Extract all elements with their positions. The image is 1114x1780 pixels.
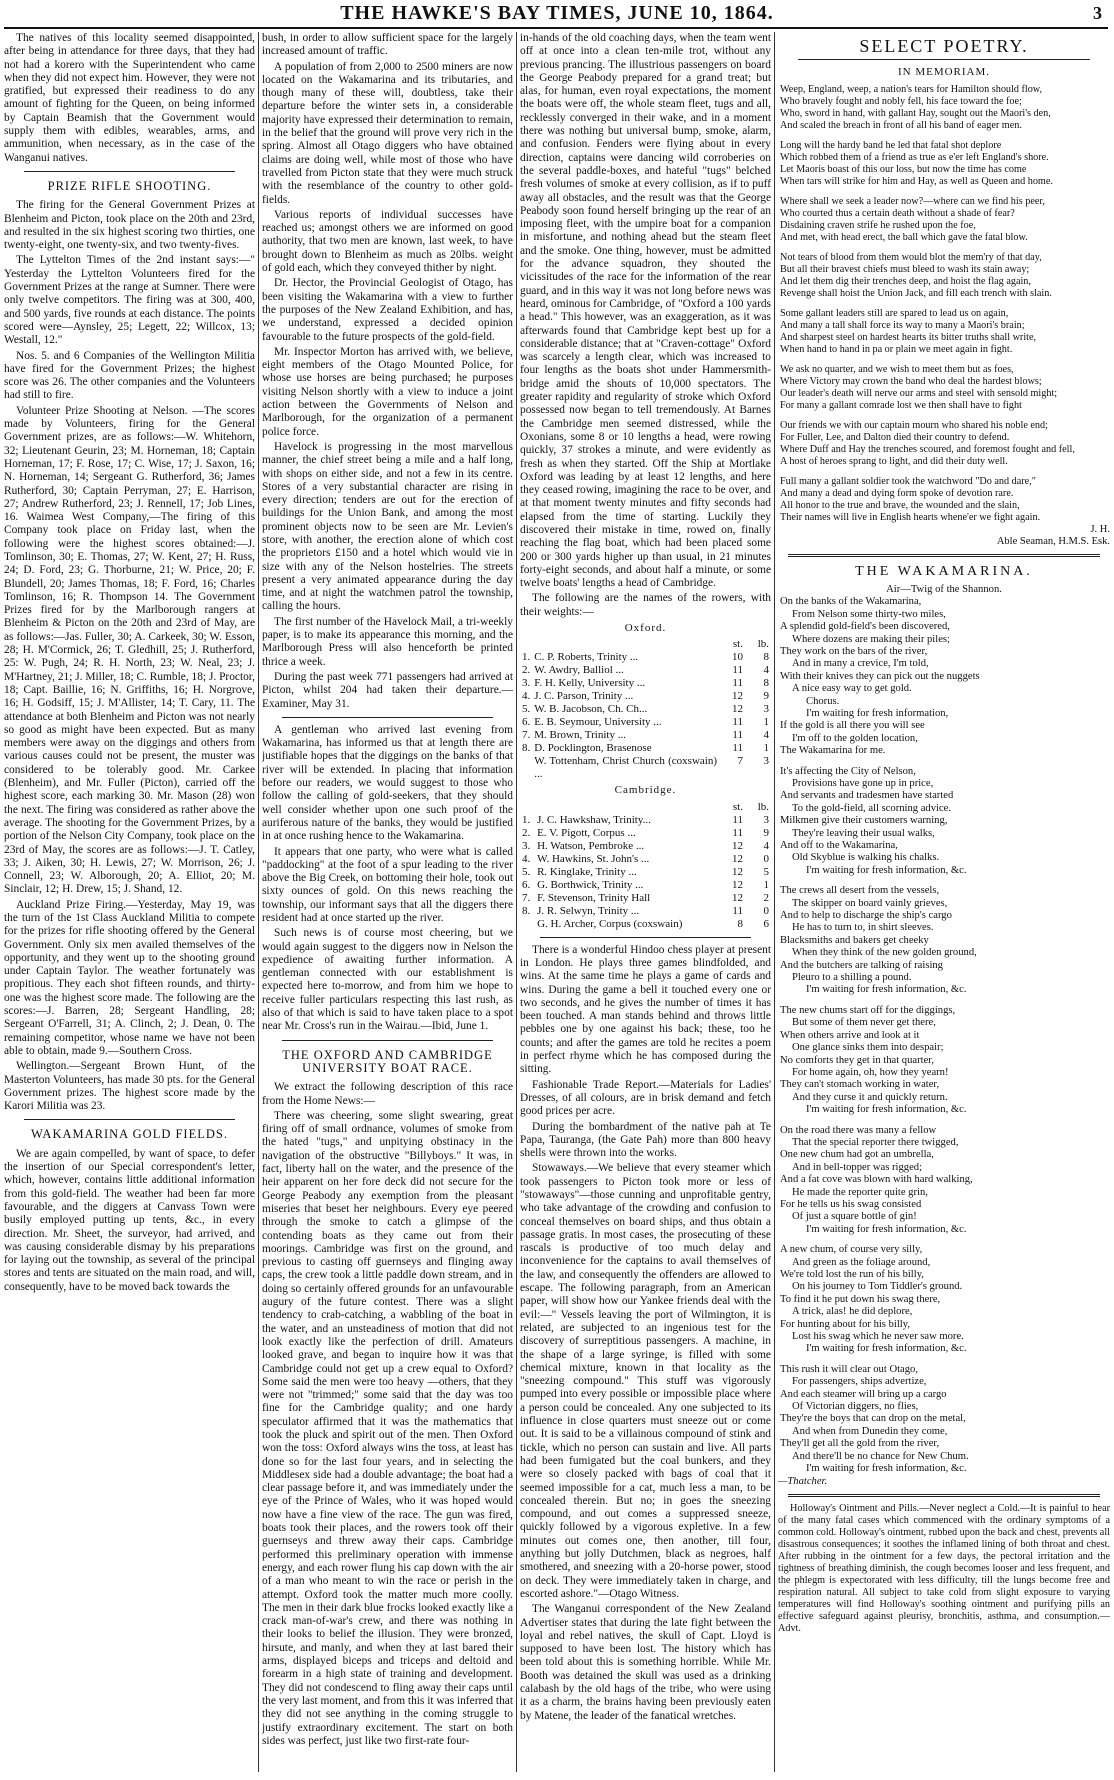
poem-line: I'm waiting for fresh information, &c.: [806, 1343, 967, 1355]
poem-line: [778, 188, 1110, 196]
section-heading-boat-race: THE OXFORD AND CAMBRIDGE UNIVERSITY BOAT RACE.: [282, 1047, 493, 1075]
memoriam-poem: [778, 84, 1110, 524]
poem-line: The Wakamarina for me.: [780, 745, 886, 757]
poem-line: But some of them never get there,: [792, 1017, 936, 1029]
article-paragraph: Wellington.—Sergeant Brown Hunt, of the Masterton Volunteers, has made 30 pts. for the General Government prizes. The highest score made by the Karori Militia was 23.: [4, 1060, 255, 1113]
poem-line: It's affecting the City of Nelson,: [780, 765, 916, 777]
poem-line: Who bravely fought and nobly fell, his face toward the foe;: [780, 95, 1022, 107]
poem-line: Pleuro to a shilling a pound.: [792, 972, 912, 984]
article-paragraph: During the past week 771 passengers had arrived at Picton, whilst 204 had taken their departure.—Examiner, May 31.: [262, 670, 513, 710]
rower-pounds: 1: [763, 878, 769, 891]
stone-header: st.: [732, 800, 743, 813]
rower-stone: 7: [737, 755, 743, 768]
rower-pounds: 2: [763, 891, 769, 904]
rower-name: G. H. Archer, Corpus (coxswain): [537, 917, 683, 930]
poem-line: Where dozens are making their piles;: [792, 633, 950, 645]
poem-line: They'll get all the gold from the river,: [780, 1438, 940, 1450]
poem-line: Where shall we seek a leader now?—where can we find his peer,: [780, 195, 1045, 207]
rower-stone: 11: [732, 826, 743, 839]
poem-line: The new chums start off for the diggings,: [780, 1004, 956, 1016]
article-paragraph: The firing for the General Government Prizes at Blenheim and Picton, took place on the 20th and 23rd, and resulted in the six highest scoring two thirties, one twenty-eight, one twenty-six, and two twenty-fives.: [4, 199, 255, 252]
rower-pounds: 3: [763, 813, 769, 826]
wakamarina-poem: [778, 596, 1110, 1475]
poem-line: And to help to discharge the ship's cargo: [780, 910, 952, 922]
rower-number: 4.: [522, 852, 531, 865]
rower-pounds: 1: [763, 742, 769, 755]
column-3: [520, 32, 771, 1776]
poem-line: We ask no quarter, and we wish to meet them but as foes,: [780, 363, 1014, 375]
table-row: [520, 729, 771, 742]
poem-line: Of Victorian diggers, no flies,: [792, 1401, 919, 1413]
wakamarina-heading: THE WAKAMARINA.: [855, 563, 1033, 579]
article-paragraph: The natives of this locality seemed disappointed, after being in attendance for three days, that they had not had a korero with the Superintendent who came when they did not expect him. However, they were not gratified, but expressed their readiness to do any amount of fighting for the Queen, on being informed by Captain Beamish that the Government would supply them with edibles, wearables, arms, and ammunition, when necessary, as in the case of the Wanganui natives.: [4, 32, 255, 164]
poem-line: On the road there was many a fellow: [780, 1124, 937, 1136]
table-row: [520, 716, 771, 729]
poem-line: Revenge shall hoist the Union Jack, and fill each trench with slain.: [780, 287, 1052, 299]
poem-line: Who courted thus a certain death without a shade of fear?: [780, 207, 1015, 219]
poem-line: [778, 1117, 1110, 1125]
rower-number: 6.: [522, 716, 531, 729]
memoriam-heading: IN MEMORIAM.: [897, 66, 991, 79]
poem-line: They're leaving their usual walks,: [792, 827, 935, 839]
poem-line: And servants and tradesmen have started: [780, 790, 954, 802]
poem-line: To the gold-field, all scorning advice.: [792, 802, 951, 814]
poem-line: And in bell-topper was rigged;: [792, 1161, 923, 1173]
poem-line: And met, with head erect, the ball which gave the fatal blow.: [780, 231, 1028, 243]
section-rule: [282, 1040, 493, 1041]
rower-name: J. C. Hawkshaw, Trinity...: [537, 813, 651, 826]
poem-line: I'm waiting for fresh information, &c.: [806, 1463, 967, 1475]
poem-line: [778, 132, 1110, 140]
rower-stone: 11: [732, 677, 743, 690]
rower-pounds: 3: [763, 703, 769, 716]
poem-line: And a fat cove was blown with hard walking,: [780, 1174, 973, 1186]
rower-stone: 11: [732, 664, 743, 677]
rower-pounds: 6: [763, 917, 769, 930]
poem-line: I'm off to the golden location,: [792, 732, 918, 744]
rower-number: 2.: [522, 826, 531, 839]
poem-line: [778, 997, 1110, 1005]
article-paragraph: bush, in order to allow sufficient space for the largely increased amount of traffic.: [262, 32, 513, 58]
poem-line: They're the boys that can drop on the metal,: [780, 1413, 966, 1425]
rower-number: 6.: [522, 878, 531, 891]
pound-header: lb.: [757, 638, 769, 651]
rower-stone: 11: [732, 716, 743, 729]
poem-line: Lost his swag which he never saw more.: [792, 1331, 964, 1343]
poem-line: When hand to hand in pa or plain we meet again in fight.: [780, 343, 1013, 355]
rower-pounds: 5: [763, 865, 769, 878]
poem-signature: —Thatcher.: [778, 1475, 828, 1487]
poem-line: From Nelson some thirty-two miles,: [792, 608, 946, 620]
rower-name: D. Pocklington, Brasenose: [534, 742, 652, 755]
poem-line: We're told lost the run of his billy,: [780, 1269, 924, 1281]
poem-line: And each steamer will bring up a cargo: [780, 1388, 947, 1400]
rower-name: E. V. Pigott, Corpus ...: [537, 826, 636, 839]
poem-line: The skipper on board vainly grieves,: [792, 897, 948, 909]
rower-number: 7.: [522, 729, 531, 742]
table-row: [520, 905, 771, 918]
article-paragraph: The following are the names of the rowers, with their weights:—: [520, 592, 771, 618]
rower-stone: 8: [737, 917, 743, 930]
article-paragraph: We extract the following description of this race from the Home News:—: [262, 1081, 513, 1107]
poetry-heading: SELECT POETRY.: [859, 36, 1029, 56]
poem-line: And the butchers are talking of raising: [780, 959, 943, 971]
rower-name: W. Tottenham, Christ Church (coxswain) ...: [534, 755, 717, 781]
poem-line: And there'll be no chance for New Chum.: [792, 1450, 969, 1462]
poem-line: They work on the bars of the river,: [780, 645, 928, 657]
table-row: [520, 677, 771, 690]
article-paragraph: Dr. Hector, the Provincial Geologist of Otago, has been visiting the Wakamarina with a view to further the purposes of the New Zealand Exhibition, and has, we understand, expressed a decided opinion favourable to the future prospects of the gold-field.: [262, 277, 513, 343]
article-paragraph: Mr. Inspector Morton has arrived with, we believe, eight members of the Otago Mounted Police, for whose use horses are being purchased; he purposes visiting Nelson shortly with a view to induce a joint action between the Governments of Nelson and Marlborough, for the organization of a permanent police force.: [262, 345, 513, 438]
poem-line: [778, 356, 1110, 364]
rower-number: 8.: [522, 742, 531, 755]
rower-number: 5.: [522, 865, 531, 878]
poem-line: And green as the foliage around,: [792, 1256, 931, 1268]
poem-line: A trick, alas! he did deplore,: [792, 1306, 913, 1318]
poem-line: No comforts they get in that quarter,: [780, 1054, 935, 1066]
poem-line: Milkmen give their customers warning,: [780, 815, 948, 827]
rower-number: [520, 755, 532, 781]
section-rule: [798, 59, 1090, 60]
section-rule: [788, 554, 1100, 557]
rower-number: 3.: [522, 677, 531, 690]
article-paragraph: A gentleman who arrived last evening from Wakamarina, has informed us that at length there are justifiable hopes that the diggings on the banks of that river will be extended. In placing that information before our readers, we would suggest to those who follow the calling of gold-seekers, that they should well consider whether upon one such proof of the auriferous nature of the banks, they would be justified in at once rushing hence to the Wakamarina.: [262, 723, 513, 843]
table-row: [520, 742, 771, 755]
article-paragraph: in-hands of the old coaching days, when the team went off at once into a clean ten-mile trot, without any previous prancing. The illustrious passengers on board the George Peabody prepared for a grand treat; but alas, for human, even royal expectations, the moment the boats were off, the whole steam fleet, tugs and all, recklessly converged in their wake, and in a moment there was nothing but universal bump, smoke, alarm, and confusion. Fenders were flying about in every direction, captains were dancing wild corroberies on the several paddle-boxes, and hateful "tugs" belched fresh volumes of smoke at every collision, as if to puff away all obstacles, and the result was that the George Peabody soon found herself bringing up the rear of an imposing fleet, with the umpire boat for a companion in misfortune, and nothing ahead but the steam fleet and the smoke. One thing, however, must be admitted for the advance squadron, they shouted the vicissitudes of the race for the information of the rear guard, and in this way it was not long before news was heard, ominous for Cambridge, of "Oxford a 100 yards a head." This however, was an exaggeration, as it was afterwards found that Cambridge kept best up for a considerable distance; that at "Craven-cottage" Oxford was scarcely a length clear, which was increased to four lengths as the boats shot under Hammersmith-bridge amid the shouts of 10,000 spectators. The greater rapidity and regularity of stroke which Oxford possessed now began to tell tremendously. At Barnes the Cambridge men seemed distressed, while the Oxonians, some 8 or 10 lengths a head, were rowing quickly, 37 strokes a minute, and were evidently as fresh as when they started. Off the Ship at Mortlake Oxford was leading by at least 12 lengths, and here they ceased rowing, imagining the race to be over, and at that moment twenty minutes and fifty seconds had elapsed from the time of starting. Luckily they discovered their mistake in time, rowed on, finally reaching the flag boat, which had been placed some 200 or 300 yards higher up than usual, in 21 minutes forty-eight seconds, and about half a minute, or some twelve boats' lengths a head of Cambridge.: [520, 32, 771, 590]
rower-name: M. Brown, Trinity ...: [534, 729, 626, 742]
poem-line: [778, 468, 1110, 476]
poem-line: [778, 877, 1110, 885]
column-divider: [516, 32, 517, 1772]
article-paragraph: During the bombardment of the native pah at Te Papa, Tauranga, (the Gate Pah) more than 800 heavy shells were thrown into the works.: [520, 1120, 771, 1160]
table-header-row: [520, 801, 771, 814]
cambridge-crew-table: [520, 801, 771, 931]
poem-line: Some gallant leaders still are spared to lead us on again,: [780, 307, 1009, 319]
poem-line: Our friends we with our captain mourn who shared his noble end;: [780, 419, 1048, 431]
rower-number: 3.: [522, 839, 531, 852]
rower-pounds: 0: [763, 904, 769, 917]
article-paragraph: Volunteer Prize Shooting at Nelson. —The scores made by Volunteers, firing for the General Government prizes, are as follows:—W. Whitehorn, 32; Lieutenant Geurin, 23; M. Horneman, 18; Captain Horneman, 17; F. Rose, 17; C. Wise, 17; J. Saxon, 16; N. Horneman, 14; Sergeant G. Rutherford, 36; James Rutherford, 30; Captain Perryman, 27; E. Harrison, 27; Andrew Rutherford, 23; J. Rennell, 17; Job Lines, 16. Waimea West Company,—The firing of this Company took place on Friday last, when the following were the highest scores obtained:—J. Tomlinson, 30; E. Thomas, 27; W. Kent, 27; H. Russ, 24; D. Ford, 23; G. Thorburne, 21; W. Price, 20; F. Blundell, 20; James Thomas, 18; F. Ford, 16; Charles Tomlinson, 16; R. Thompson 14. The Government Prizes fired for by the Marlborough rangers at Blenheim & Picton on the 20th and 23rd of May, are as follows:—Jas. Fuller, 30; A. Carkeek, 30; W. Esson, 28; H. M'Cormick, 26; T. Gledhill, 25; J. Rutherford, 25: W. Pugh, 24; R. H. North, 23; W. Neal, 23; J. M'Hartney, 21; J. Miller, 18; C. Rumble, 18; J. Proctor, 18; Capt. Baillie, 16; N. Griffiths, 16; H. Norgrove, 16; H. Godsiff, 15; J. M'Allister, 14; T. Cary, 11. The attendance at both Blenheim and Picton was not nearly so good as might have been expected. But as many members were away on the diggings and others from various causes could not be present, the muster was considered to be tolerably good. Mr. Carkee (Blenheim), and Mr. Fuller (Picton), carried off the highest score, each marking 30. Mr. Mason (28) won the next. The firing was considered as rather above the average. The shooting for the Government Prizes, by a portion of the Nelson City Company, took place on the 23rd of May, the scores are as follows:—J. T. Catley, 33; J. Aiken, 30; H. Lewis, 27; W. Morrison, 26; J. Connell, 23; W. Alborough, 20; A. Elliot, 20; M. Sinclair, 12; H. Drew, 15; J. Shand, 12.: [4, 404, 255, 896]
rower-pounds: 1: [763, 716, 769, 729]
rower-stone: 12: [732, 852, 743, 865]
article-paragraph: There was cheering, some slight swearing, great firing off of small ordnance, volumes of smoke from the hated "tugs," and unpitying obstinacy in the navigation of the obstructive "Billyboys." It was, in fact, liberty hall on the water, and the presence of the heir apparent on her fore deck did not secure for the George Peabody any exemption from the pleasant miseries that beset her neighbours. Every eye peered through the smoke to catch a glimpse of the contending boats as they came out from their moorings. Cambridge was first on the ground, and previous to casting off guernseys and flinging away caps, the crew took a little paddle down stream, and in doing so certainly offered grounds for an unfavourable augury of the future contest. There was a slight tendency to crab-catching, a wabbling of the boat in the water, and an unsteadiness of motion that did not look exactly like the perfection of drill. Amateurs looked grave, and began to inquire how it was that Cambridge could not get up a crew equal to Oxford? Some said the men were too heavy —others, that they were not "trimmed;" some said that the day was too fine for the Cambridge quality; and one hardy speculator affirmed that it was the mathematics that took the pluck and spirit out of the men. Then Oxford won the toss: Oxford always wins the toss, at least has done so for the last four years, and in selecting the Middlesex side had a double advantage; the boat had a clear passage before it, and was immediately under the eye of the Prince of Wales, who it was hoped would now have a fine view of the race. The gun was fired, boats took their places, and the rowers took off their guernseys and threw away their caps. Cambridge performed this preliminary operation with immense energy, and each rower flung his cap down with the air of a man who meant to win the race or perish in the attempt. Oxford took the matter much more coolly. The men in their dark blue frocks looked exactly like a crack man-of-war's crew, and there was nothing in their looks to belief the illusion. They were bronzed, hirsute, and manly, and when they at last bared their arms, displayed biceps and triceps and deltoid and forearm in a high state of training and development. They did not condescend to fling away their caps until the very last moment, and from this it was inferred that they did not see anything in the coming struggle to justify extraordinary excitement. The start on both sides was perfect, just like two first-rate four-: [262, 1109, 513, 1747]
masthead-rule: [4, 27, 1108, 29]
poem-line: When others arrive and look at it: [780, 1029, 920, 1041]
rower-name: F. H. Kelly, University ...: [534, 677, 646, 690]
poem-line: [778, 300, 1110, 308]
poem-air: Air—Twig of the Shannon.: [886, 583, 1002, 595]
poem-line: Their names will live in English hearts whene'er we fight again.: [780, 511, 1041, 523]
poem-line: When they think of the new golden ground,: [792, 947, 977, 959]
oxford-heading: Oxford.: [624, 622, 667, 635]
oxford-crew-table: [520, 638, 771, 781]
poem-line: And sharpest steel on hardest hearts its bitter truths shall write,: [780, 331, 1037, 343]
column-1: [4, 32, 255, 1776]
column-divider: [258, 32, 259, 1772]
poem-signature: J. H.: [1090, 523, 1110, 535]
poem-line: And in many a crevice, I'm told,: [792, 658, 929, 670]
poem-line: One new chum had got an umbrella,: [780, 1149, 934, 1161]
poem-line: For he tells us his swag consisted: [780, 1198, 922, 1210]
table-header-row: [520, 638, 771, 651]
rower-stone: 12: [732, 865, 743, 878]
section-heading-gold: WAKAMARINA GOLD FIELDS.: [31, 1127, 228, 1142]
cambridge-heading: Cambridge.: [614, 784, 677, 797]
poem-line: The crews all desert from the vessels,: [780, 885, 940, 897]
rower-name: J. R. Selwyn, Trinity ...: [537, 904, 640, 917]
rower-name: W. B. Jacobson, Ch. Ch...: [534, 703, 648, 716]
table-row: [520, 918, 771, 931]
poem-line: A nice easy way to get gold.: [792, 683, 912, 695]
article-paragraph: The Lyttelton Times of the 2nd instant says:—" Yesterday the Lyttelton Volunteers fired for the Government Prizes at the range at Sumner. There were only twelve competitors. The firing was at 300, 400, and 500 yards, five rounds at each distance. The points scored were—Aynsley, 25; Legett, 22; Willcox, 13; Westall, 12.": [4, 254, 255, 347]
poem-line: [778, 1356, 1110, 1364]
rower-pounds: 4: [763, 729, 769, 742]
table-row: [520, 892, 771, 905]
table-row: [520, 664, 771, 677]
newspaper-title: THE HAWKE'S BAY TIMES, JUNE 10, 1864.: [340, 2, 774, 24]
poem-line: All honor to the true and brave, the wounded and the slain,: [780, 499, 1020, 511]
poem-line: And they curse it and quickly return.: [792, 1091, 948, 1103]
table-row: [520, 840, 771, 853]
rower-name: W. Hawkins, St. John's ...: [537, 852, 650, 865]
rower-number: [520, 918, 535, 931]
article-paragraph: We are again compelled, by want of space, to defer the insertion of our Special correspondent's letter, which, however, contains little additional information from this gold-field. The weather had been far more favourable, and the diggers at Canvass Town were busily employed putting up tents, &c., in every direction. Mr. Sheet, the surveyor, had arrived, and was causing considerable dismay by his preparations for laying out the township, as several of the principal stores and tents are situated on the main road, and will, consequently, have to be moved back towards the: [4, 1147, 255, 1293]
poem-line: For passengers, ships advertize,: [792, 1376, 927, 1388]
poem-line: And let them dig their trenches deep, and hoist the flag again,: [780, 275, 1031, 287]
rower-name: J. C. Parson, Trinity ...: [534, 690, 634, 703]
poem-line: Weep, England, weep, a nation's tears for Hamilton should flow,: [780, 83, 1043, 95]
rower-number: 5.: [522, 703, 531, 716]
section-rule: [282, 717, 493, 718]
rower-number: 1.: [522, 813, 531, 826]
rower-stone: 11: [732, 729, 743, 742]
rower-stone: 11: [732, 742, 743, 755]
table-row: [520, 814, 771, 827]
rower-pounds: 9: [763, 826, 769, 839]
table-row: [520, 879, 771, 892]
poem-line: And when from Dunedin they come,: [792, 1425, 948, 1437]
section-rule: [540, 937, 751, 938]
table-row: [520, 690, 771, 703]
rower-stone: 11: [732, 813, 743, 826]
rower-number: 4.: [522, 690, 531, 703]
stone-header: st.: [732, 638, 743, 651]
poem-line: Not tears of blood from them would blot the mem'ry of that day,: [780, 251, 1042, 263]
rower-name: E. B. Seymour, University ...: [534, 716, 662, 729]
article-paragraph: Auckland Prize Firing.—Yesterday, May 19, was the turn of the 1st Class Auckland Militia to compete for the prizes for rifle shooting offered by the General Government. Only six men availed themselves of the opportunity, and they went up to the shooting ground under Captain Taylor. The weather fortunately was propitious. They each shot fifteen rounds, and thirty-one was the highest score made. The following are the scores:—J. Barren, 28; Sergeant Handling, 28; Sergeant O'Farrell, 31; A. Clinch, 2; J. Dean, 0. The remaining competitor, whose name we have not been able to obtain, made 9.—Southern Cross.: [4, 898, 255, 1057]
poem-line: Disdaining craven strife he rushed upon the foe,: [780, 219, 976, 231]
poem-line: For many a gallant comrade lost we then shall have to fight: [780, 399, 1022, 411]
section-heading-rifle: PRIZE RIFLE SHOOTING.: [47, 178, 212, 193]
table-row: [520, 853, 771, 866]
rower-stone: 12: [732, 878, 743, 891]
poem-line: Where Victory may crown the band who deal the hardest blows;: [780, 375, 1042, 387]
poem-line: A host of heroes sprang to light, and did their duty well.: [780, 455, 1008, 467]
rower-name: R. Kinglake, Trinity ...: [537, 865, 637, 878]
article-paragraph: Nos. 5. and 6 Companies of the Wellington Militia have fired for the Government Prizes; the highest score was 26. The other companies and the Volunteers had still to fire.: [4, 349, 255, 402]
poem-line: Long will the hardy band he led that fatal shot deplore: [780, 139, 1002, 151]
article-paragraph: Fashionable Trade Report.—Materials for Ladies' Dresses, of all colours, are in brisk demand and fetch good prices per acre.: [520, 1078, 771, 1118]
rower-name: H. Watson, Pembroke ...: [537, 839, 645, 852]
poem-line: Provisions have gone up in price,: [792, 777, 934, 789]
poem-signature-title: Able Seaman, H.M.S. Esk.: [996, 535, 1110, 547]
masthead: [0, 0, 1114, 30]
poem-line: This rush it will clear out Otago,: [780, 1363, 918, 1375]
poem-line: Where Duff and Hay the trenches scoured, and foremost fought and fell,: [780, 443, 1075, 455]
table-row: [520, 651, 771, 664]
poem-line: On the banks of the Wakamarina,: [780, 596, 922, 608]
poem-line: For hunting about for his billy,: [780, 1318, 910, 1330]
poem-line: A new chum, of course very silly,: [780, 1244, 923, 1256]
article-paragraph: Stowaways.—We believe that every steamer which took passengers to Picton took more or less of "stowaways"—those cunning and unprofitable gentry, who take advantage of the crowding and confusion to conceal themselves on board ships, and thus obtain a passage gratis. In most cases, the prosecuting of these rascals is productive of too much delay and inconvenience for the captains to avail themselves of the law, and consequently the offenders are allowed to escape. The following paragraph, from an American paper, will show how our Yankee friends deal with the evil:—" Vessels leaving the port of Wilmington, it is related, are subjected to an ingenious test for the discovery of surreptitious passengers. A machine, in the shape of a large syringe, is filled with some chemical mixture, known in that locality as the "sneezing compound." This stuff was vigorously pumped into every possible or impossible place where a person could be concealed. Any one subjected to its influence in close quarters must sneeze out or come out. It is said to be a villainous compound of stink and tickle, which no person can sustain and live. All parts had been fumigated but the coal bunkers, and they were so closely packed with bags of coal that it seemed impossible for a cat, much less a man, to be concealed therein. But no; in goes the sneezing compound, and out comes a suppressed sneeze, quickly followed by a vigorous expletive. In a few minutes out comes one, then another, till four, anything but jolly Dutchmen, black as negroes, half smothered, and sneezing with a 20-horse power, stood on deck. They were immediately taken in charge, and escorted ashore."—Otago Witness.: [520, 1162, 771, 1600]
rower-name: G. Borthwick, Trinity ...: [537, 878, 644, 891]
rower-pounds: 8: [763, 651, 769, 664]
poem-line: He made the reporter quite grin,: [792, 1186, 928, 1198]
rower-stone: 12: [732, 690, 743, 703]
poem-line: And many a dead and dying form spoke of devotion rare.: [780, 487, 1014, 499]
article-paragraph: There is a wonderful Hindoo chess player at present in London. He plays three games blindfolded, and wins. At the same time he plays a game of cards and wins. During the game a bell it touched every one or two seconds, and he gives the number of times it has been touched. A man stands behind and throws little pebbles one by one against his back; these, too he counts; and after the games are told he recites a poem in perfect rhyme which he has composed during the sitting.: [520, 943, 771, 1076]
article-paragraph: Such news is of course most cheering, but we would again suggest to the diggers now in Nelson the expedience of awaiting further information. A gentleman connected with our establishment is expected here to-morrow, and from him we hope to receive fuller particulars respecting this last rush, as also of that which is said to have taken place to a spot near Mr. Cross's run in the Wairau.—Ibid, June 1.: [262, 927, 513, 1033]
poem-line: When tars will strike for him and Hay, as well as Queen and home.: [780, 175, 1053, 187]
rower-name: W. Awdry, Balliol ...: [534, 664, 624, 677]
poem-line: [778, 1236, 1110, 1244]
poem-line: He has to turn to, in shirt sleeves.: [792, 922, 934, 934]
article-paragraph: Havelock is progressing in the most marvellous manner, the chief street being a mile and a half long, with shops on either side, and not a few in its centre. Stores of a very substantial character are rising in every direction; tenders are out for the erection of buildings for the Union Bank, and among the most prominent objects now to be seen are Mr. Levien's store, with another, the erection alone of which cost the proprietors £150 and a hotel which would vie in size with any of the Nelson hostelries. The streets present a very animated appearance during the day time, and at night the watchmen patrol the township, calling the hours.: [262, 440, 513, 613]
rower-stone: 12: [732, 891, 743, 904]
table-row: [520, 703, 771, 716]
poem-line: To find it he put down his swag there,: [780, 1293, 941, 1305]
rower-pounds: 0: [763, 852, 769, 865]
rower-stone: 10: [732, 651, 743, 664]
rower-name: F. Stevenson, Trinity Hall: [537, 891, 651, 904]
poem-line: Old Skyblue is walking his chalks.: [792, 852, 940, 864]
article-paragraph: Various reports of individual successes have reached us; amongst others we are informed on good authority, that two men are known, last week, to have brought down to Blenheim as much as 20lbs. weight of gold each, which they conveyed thither by night.: [262, 208, 513, 275]
poem-line: [778, 758, 1110, 766]
rower-pounds: 4: [763, 839, 769, 852]
poem-line: Our leader's death will nerve our arms and steel with sensold might;: [780, 387, 1058, 399]
rower-number: 2.: [522, 664, 531, 677]
poem-line: Chorus.: [806, 695, 840, 707]
rower-number: 1.: [522, 651, 531, 664]
poem-line: Of just a square bottle of gin!: [792, 1211, 917, 1223]
poem-line: Which robbed them of a friend as true as e'er left England's shore.: [780, 151, 1049, 163]
rower-pounds: 4: [763, 664, 769, 677]
poem-line: On his journey to Tom Tiddler's ground.: [792, 1281, 963, 1293]
column-2: [262, 32, 513, 1776]
rower-name: C. P. Roberts, Trinity ...: [534, 651, 639, 664]
poem-line: And off to the Wakamarina,: [780, 840, 898, 852]
poem-line: [778, 244, 1110, 252]
poem-line: For home again, oh, how they yearn!: [792, 1066, 949, 1078]
poem-line: A splendid gold-field's been discovered,: [780, 621, 950, 633]
poem-line: If the gold is all there you will see: [780, 720, 925, 732]
page-number: 3: [1093, 3, 1102, 23]
poem-line: I'm waiting for fresh information, &c.: [806, 864, 967, 876]
rower-pounds: 8: [763, 677, 769, 690]
poem-line: I'm waiting for fresh information, &c.: [806, 1104, 967, 1116]
table-row: [520, 755, 771, 781]
poem-line: With their knives they can pick out the nuggets: [780, 670, 980, 682]
article-paragraph: A population of from 2,000 to 2500 miners are now located on the Wakamarina and its tributaries, and though many of these will, doubtless, take their departure before the winter sets in, a considerable majority have expressed their determination to remain, in the belief that the ground will prove very rich in the spring. Almost all Otago diggers who have obtained claims are doing well, while most of those who have travelled from Picton state that they were much struck with the resemblance of the country to other gold-fields.: [262, 60, 513, 206]
rower-stone: 12: [732, 703, 743, 716]
poem-line: I'm waiting for fresh information, &c.: [806, 1223, 967, 1235]
rower-number: 7.: [522, 891, 531, 904]
poem-line: [778, 412, 1110, 420]
rower-pounds: 3: [763, 755, 769, 768]
poem-line: Let Maoris boast of this our loss, but now the time has come: [780, 163, 1027, 175]
poem-line: They can't stomach working in water,: [780, 1079, 940, 1091]
poem-line: Blacksmiths and bakers get cheeky: [780, 934, 929, 946]
poem-line: And many a tall shall force its way to many a Maori's brain;: [780, 319, 1025, 331]
rower-pounds: 9: [763, 690, 769, 703]
poem-line: That the special reporter there twigged,: [792, 1136, 959, 1148]
article-paragraph: The Wanganui correspondent of the New Zealand Advertiser states that during the late fight between the loyal and rebel natives, the skull of Capt. Lloyd is supposed to have been lost. The history which has been told about this is something horrible. While Mr. Booth was detained the skull was used as a drinking calabash by the old hags of the tribe, who were using it as a charm, the brains having been previously eaten by Matene, the leader of the fanatical wretches.: [520, 1603, 771, 1722]
pound-header: lb.: [757, 800, 769, 813]
rower-number: 8.: [522, 904, 531, 917]
article-paragraph: The first number of the Havelock Mail, a tri-weekly paper, is to make its appearance this morning, and the Marlborough Press will also henceforth be printed thrice a week.: [262, 615, 513, 668]
section-rule: [24, 1119, 235, 1120]
poem-line: I'm waiting for fresh information, &c.: [806, 984, 967, 996]
poem-line: One glance sinks them into despair;: [792, 1042, 944, 1054]
rower-stone: 11: [732, 904, 743, 917]
poem-line: But all their bravest chiefs must bleed to wash its stain away;: [780, 263, 1030, 275]
poem-line: Full many a gallant soldier took the watchword "Do and dare,": [780, 475, 1036, 487]
article-paragraph: It appears that one party, who were what is called "paddocking" at the foot of a spur leading to the river above the Big Creek, on bottoming their hole, took out sixty ounces of gold. On this news reaching the township, our informant says that all the diggers there resident had at once started up the river.: [262, 845, 513, 924]
poem-line: Who, sword in hand, with gallant Hay, sought out the Maori's den,: [780, 107, 1051, 119]
poem-line: For Fuller, Lee, and Dalton died their country to defend.: [780, 431, 1010, 443]
poem-line: And scaled the breach in front of all his band of eager men.: [780, 119, 1022, 131]
column-divider: [774, 32, 775, 1772]
table-row: [520, 866, 771, 879]
column-4: [778, 32, 1110, 1776]
advertisement: Holloway's Ointment and Pills.—Never neglect a Cold.—It is painful to hear of the many fatal cases which commenced with the ordinary symptoms of a common cold. Holloway's ointment, rubbed upon the back and chest, prevents all disastrous consequences; it soothes the inflamed lining of both throat and chest. After rubbing in the ointment for a few days, the pectoral irritation and the tightness of breathing diminish, the cough becomes looser and less frequent, and the phlegm is expectorated with less difficulty, till the lungs become free and respiration natural. All subject to take cold from slight exposure to varying temperatures will find Holloway's soothing ointment and purifying pills an effective safeguard against pleurisy, bronchitis, asthma, and consumption.—Advt.: [778, 1502, 1110, 1634]
table-row: [520, 827, 771, 840]
poem-line: I'm waiting for fresh information,: [806, 707, 949, 719]
section-rule: [24, 171, 235, 172]
section-rule: [788, 1494, 1100, 1497]
rower-stone: 12: [732, 839, 743, 852]
